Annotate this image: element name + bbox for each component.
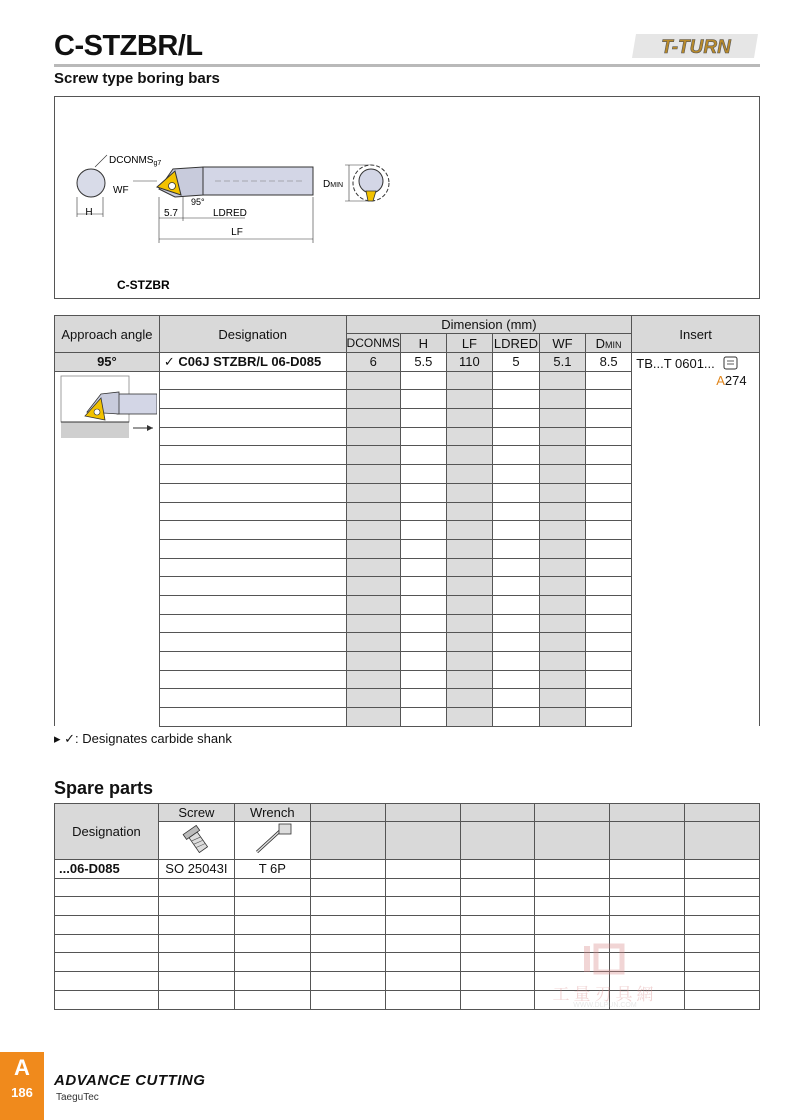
page-section-tab <box>0 1052 44 1120</box>
dim-57-label: 5.7 <box>164 208 178 219</box>
screw-icon <box>176 822 216 856</box>
spare-header-designation: Designation <box>55 804 159 860</box>
spare-header-screw: Screw <box>158 804 234 822</box>
dim-ldred-label: LDRED <box>213 208 247 219</box>
wf-cell: 5.1 <box>539 353 585 372</box>
wrench-icon-cell <box>234 822 310 860</box>
dmin-cell: 8.5 <box>585 353 631 372</box>
figure-caption: C-STZBR <box>117 278 170 292</box>
insert-book-icon <box>721 355 741 371</box>
header-col-ldred: LDRED <box>493 335 538 351</box>
lf-cell: 110 <box>446 353 492 372</box>
table-row <box>55 897 760 916</box>
page-subtitle: Screw type boring bars <box>54 70 220 87</box>
table-row <box>55 916 760 935</box>
table-row <box>55 878 760 897</box>
spare-parts-title: Spare parts <box>54 778 154 798</box>
dconms-cell: 6 <box>346 353 400 372</box>
section-letter: A <box>14 1055 30 1080</box>
boring-bar-drawing <box>55 97 761 300</box>
dim-h-label: H <box>85 207 93 218</box>
table-row <box>55 860 760 879</box>
table-row <box>55 353 760 372</box>
page-title: C-STZBR/L <box>54 30 203 62</box>
designation-cell: ✓ C06J STZBR/L 06-D085 <box>159 353 346 372</box>
dim-angle-label: 95° <box>191 197 205 207</box>
wrench-icon <box>247 822 297 856</box>
approach-angle-value: 95° <box>55 353 160 372</box>
dim-lf-label: LF <box>231 227 243 238</box>
h-cell: 5.5 <box>400 353 446 372</box>
carbide-shank-note: ▸ ✓: Designates carbide shank <box>54 731 232 746</box>
title-divider <box>54 64 760 67</box>
approach-angle-image-cell <box>55 371 160 726</box>
insert-page-ref[interactable]: A274 <box>716 373 747 388</box>
ldred-cell: 5 <box>492 353 539 372</box>
dim-dconms-label: $DCONMS_{g7}$ <box>109 155 162 167</box>
dim-dmin-label: DMIN <box>323 179 344 190</box>
header-col-dconms: DCONMS <box>346 334 400 353</box>
carbide-check-icon: ✓ <box>163 353 175 369</box>
approach-angle-diagram <box>57 372 157 444</box>
page-number: 186 <box>11 1085 33 1100</box>
header-approach-angle: Approach angle <box>55 316 160 353</box>
dim-wf-label: WF <box>113 185 129 196</box>
insert-cell <box>632 353 760 727</box>
screw-icon-cell <box>158 822 234 860</box>
header-col-dmin: DMIN <box>585 334 631 353</box>
header-col-h: H <box>400 334 446 353</box>
watermark-text: 工量刃具網 <box>552 985 658 1004</box>
header-designation: Designation <box>159 316 346 353</box>
header-col-lf: LF <box>446 334 492 353</box>
spare-header-wrench: Wrench <box>234 804 310 822</box>
header-dimension: Dimension (mm) <box>346 316 632 334</box>
watermark-url: WWW.DLPUN.COM <box>573 1002 637 1009</box>
insert-code: TB...T 0601... <box>636 355 715 371</box>
header-col-wf: WF <box>539 334 585 353</box>
spare-designation-cell: ...06-D085 <box>55 860 159 879</box>
header-insert: Insert <box>632 316 760 353</box>
footer-company: TaeguTec <box>56 1092 99 1103</box>
brand-logo-text: T-TURN <box>661 37 731 58</box>
spare-screw-cell: SO 25043I <box>158 860 234 879</box>
product-table <box>54 315 760 727</box>
watermark-logo-icon <box>540 942 670 982</box>
footer-brand: ADVANCE CUTTING <box>54 1072 206 1089</box>
technical-drawing <box>54 96 760 299</box>
brand-logo <box>630 30 762 62</box>
watermark <box>540 942 670 1012</box>
spare-wrench-cell: T 6P <box>234 860 310 879</box>
